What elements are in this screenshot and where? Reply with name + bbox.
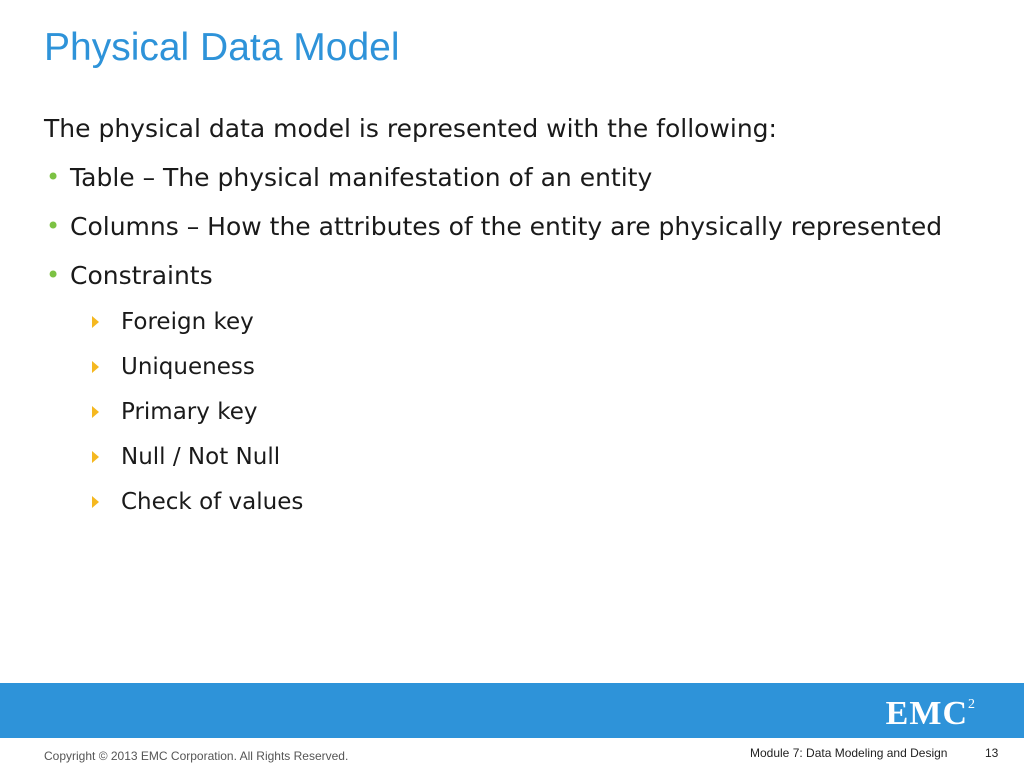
triangle-bullet-icon: [92, 361, 99, 373]
sub-bullet-item: [44, 395, 944, 429]
triangle-bullet-icon: [92, 451, 99, 463]
intro-text: The physical data model is represented with the following:: [44, 114, 777, 143]
page-number: 13: [985, 746, 999, 760]
bullet-text: Constraints: [70, 261, 213, 290]
sub-bullet-item: [44, 485, 944, 519]
triangle-bullet-icon: [92, 316, 99, 328]
sub-bullet-item: [44, 440, 944, 474]
triangle-bullet-icon: [92, 496, 99, 508]
sub-bullet-text: Foreign key: [121, 309, 254, 335]
bullet-item: [44, 256, 944, 296]
bullet-dot-icon: •: [46, 212, 61, 240]
logo-superscript: 2: [968, 696, 976, 712]
bullet-item: [44, 158, 944, 198]
bullet-text: Table – The physical manifestation of an entity: [70, 163, 653, 192]
bullet-dot-icon: •: [46, 163, 61, 191]
slide-content: [44, 110, 944, 530]
module-label: Module 7: Data Modeling and Design: [750, 746, 948, 760]
triangle-bullet-icon: [92, 406, 99, 418]
bullet-item: [44, 207, 944, 247]
slide-title: Physical Data Model: [44, 26, 400, 69]
logo-text: EMC: [885, 695, 968, 732]
sub-bullet-item: [44, 350, 944, 384]
bullet-dot-icon: •: [46, 261, 61, 289]
copyright-text: Copyright © 2013 EMC Corporation. All Rights Reserved.: [44, 749, 349, 763]
sub-bullet-text: Uniqueness: [121, 354, 255, 380]
emc-logo: [886, 695, 976, 733]
footer-band: [0, 683, 1024, 738]
sub-bullet-text: Check of values: [121, 489, 304, 515]
bullet-text: Columns – How the attributes of the entity are physically represented: [70, 212, 943, 241]
sub-bullet-item: [44, 305, 944, 339]
sub-bullet-text: Null / Not Null: [121, 444, 281, 470]
sub-bullet-text: Primary key: [121, 399, 258, 425]
